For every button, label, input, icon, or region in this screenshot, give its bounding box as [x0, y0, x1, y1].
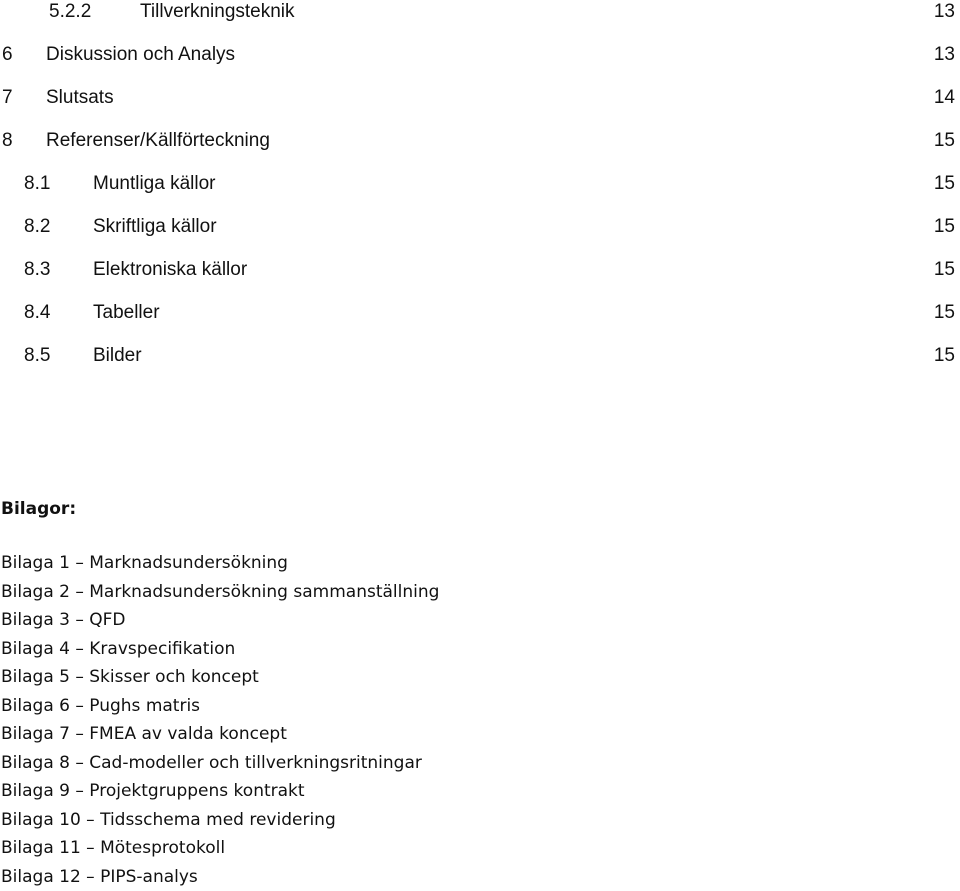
toc-entry[interactable]: [0, 0, 960, 24]
appendix-item: Bilaga 12 – PIPS-analys: [1, 866, 198, 887]
appendix-item: Bilaga 5 – Skisser och koncept: [1, 667, 259, 687]
appendix-item: Bilaga 6 – Pughs matris: [1, 695, 201, 716]
toc-page: 15: [933, 259, 955, 280]
appendix-section: [1, 494, 439, 891]
toc-number: 8: [2, 130, 13, 151]
toc-title: Referenser/Källförteckning: [46, 130, 270, 151]
toc-number: 6: [2, 44, 13, 65]
appendix-heading: Bilagor:: [1, 499, 77, 519]
appendix-item: Bilaga 10 – Tidsschema med revidering: [1, 809, 336, 830]
toc-title: Slutsats: [46, 87, 114, 108]
toc-entry[interactable]: [0, 129, 960, 153]
toc-number: 8.1: [24, 173, 51, 194]
toc-number: 8.5: [24, 345, 51, 366]
appendix-item: Bilaga 11 – Mötesprotokoll: [1, 838, 226, 858]
toc-page: 15: [933, 173, 955, 194]
toc-page: 13: [933, 44, 955, 65]
toc-page: 15: [933, 302, 955, 323]
toc-title: Elektroniska källor: [93, 259, 248, 280]
toc-title: Tillverkningsteknik: [140, 1, 295, 22]
toc-page: 15: [933, 216, 955, 237]
toc-entry[interactable]: [0, 258, 960, 282]
toc-entry[interactable]: [0, 215, 960, 239]
toc-page: 15: [933, 130, 955, 151]
appendix-item: Bilaga 9 – Projektgruppens kontrakt: [1, 781, 305, 801]
toc-page: 15: [933, 345, 955, 366]
toc-number: 8.3: [24, 259, 51, 280]
toc-title: Bilder: [93, 345, 142, 366]
toc-title: Tabeller: [93, 302, 160, 323]
toc-title: Muntliga källor: [93, 173, 216, 194]
toc-entry[interactable]: [0, 86, 960, 110]
toc-title: Diskussion och Analys: [46, 44, 236, 65]
toc-page: 13: [933, 1, 955, 22]
toc-entry[interactable]: [0, 43, 960, 67]
appendix-list: [1, 549, 439, 891]
toc-entry[interactable]: [0, 301, 960, 325]
toc-page: 14: [933, 87, 955, 108]
appendix-item: Bilaga 3 – QFD: [1, 610, 126, 630]
toc-number: 7: [2, 87, 13, 108]
toc-entry[interactable]: [0, 344, 960, 368]
appendix-item: Bilaga 7 – FMEA av valda koncept: [1, 724, 287, 744]
toc-number: 8.4: [24, 302, 51, 323]
appendix-item: Bilaga 2 – Marknadsundersökning sammanställning: [1, 581, 440, 602]
appendix-item: Bilaga 1 – Marknadsundersökning: [1, 553, 288, 573]
appendix-item: Bilaga 4 – Kravspecifikation: [1, 638, 236, 659]
toc-number: 8.2: [24, 216, 51, 237]
toc-entry[interactable]: [0, 172, 960, 196]
toc-title: Skriftliga källor: [93, 216, 217, 237]
appendix-item: Bilaga 8 – Cad-modeller och tillverkningsritningar: [1, 752, 422, 773]
toc-number: 5.2.2: [49, 1, 92, 22]
